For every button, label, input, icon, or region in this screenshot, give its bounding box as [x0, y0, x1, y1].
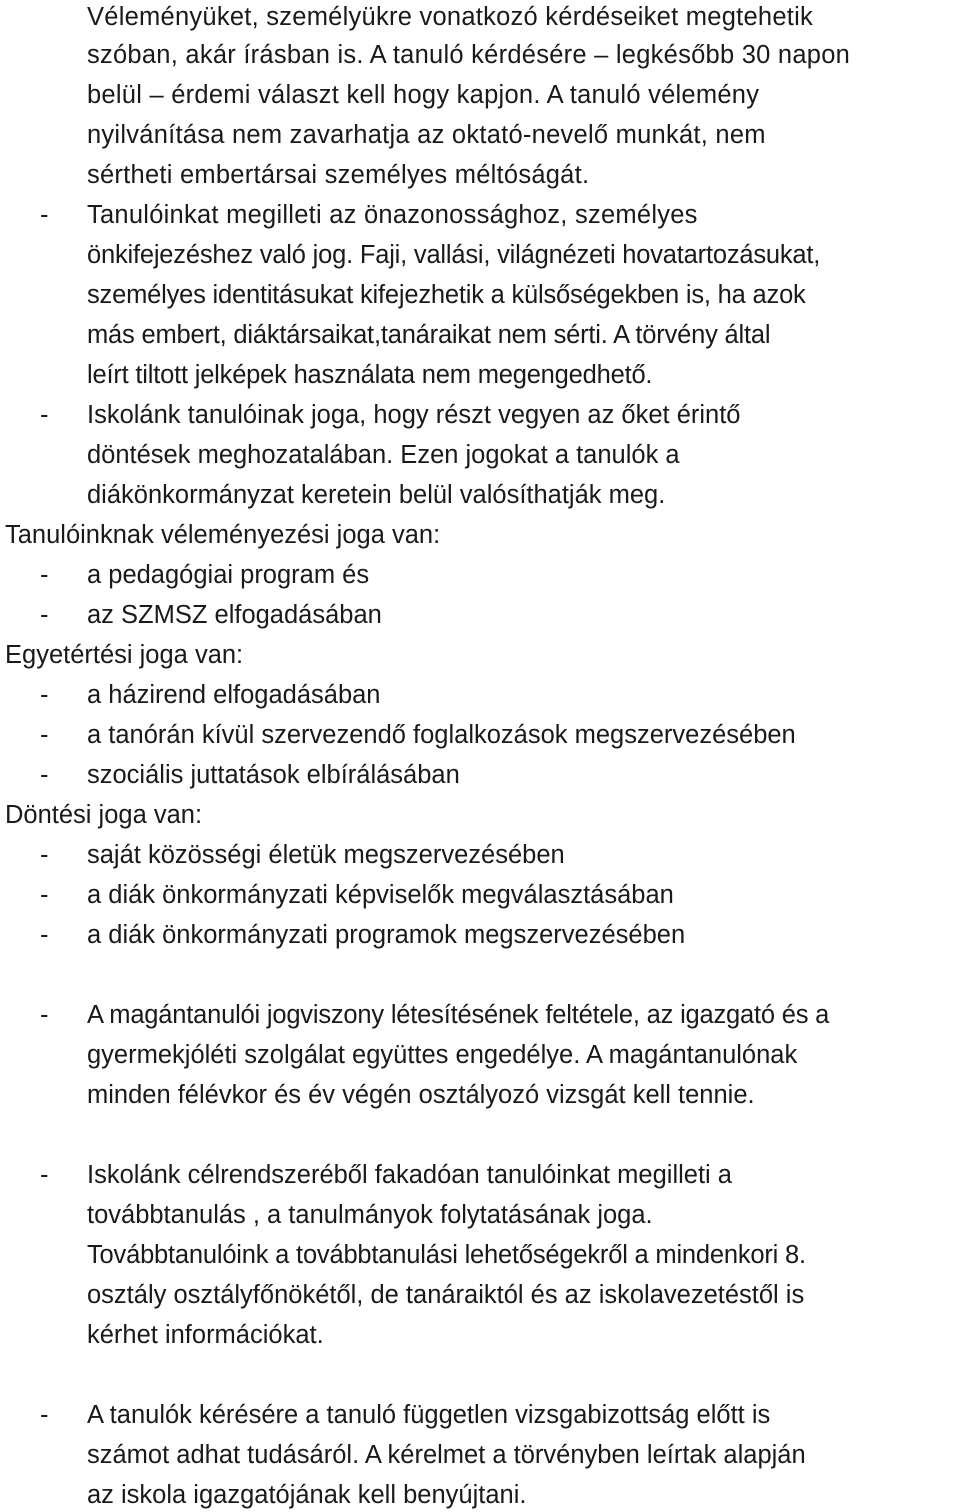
text-line: Véleményüket, személyükre vonatkozó kérdéseiket megtehetik: [87, 3, 814, 31]
list-item: saját közösségi életük megszervezésében: [87, 841, 565, 869]
text-line: sértheti embertársai személyes méltóságát.: [87, 161, 590, 189]
text-line: gyermekjóléti szolgálat együttes engedélye. A magántanulónak: [87, 1041, 798, 1069]
section-heading: Döntési joga van:: [5, 801, 203, 829]
bullet-dash: -: [40, 921, 49, 949]
list-item: az SZMSZ elfogadásában: [87, 601, 382, 629]
list-item: szociális juttatások elbírálásában: [87, 761, 460, 789]
bullet-dash: -: [40, 1401, 49, 1429]
text-line: számot adhat tudásáról. A kérelmet a törvényben leírtak alapján: [87, 1441, 806, 1469]
bullet-dash: -: [40, 1161, 49, 1189]
bullet-dash: -: [40, 401, 49, 429]
bullet-dash: -: [40, 601, 49, 629]
text-line: A magántanulói jogviszony létesítésének feltétele, az igazgató és a: [87, 1001, 830, 1029]
section-heading: Egyetértési joga van:: [5, 641, 244, 669]
bullet-dash: -: [40, 201, 49, 229]
text-line: továbbtanulás , a tanulmányok folytatásának joga.: [87, 1201, 653, 1229]
text-line: belül – érdemi választ kell hogy kapjon. A tanuló vélemény: [87, 81, 760, 109]
bullet-dash: -: [40, 561, 49, 589]
section-heading: Tanulóinknak véleményezési joga van:: [5, 521, 441, 549]
bullet-dash: -: [40, 681, 49, 709]
list-item: a diák önkormányzati képviselők megválasztásában: [87, 881, 674, 909]
list-item: a diák önkormányzati programok megszervezésében: [87, 921, 686, 949]
text-line: személyes identitásukat kifejezhetik a külsőségekben is, ha azok: [87, 281, 806, 309]
text-line: diákönkormányzat keretein belül valósíthatják meg.: [87, 481, 666, 509]
list-item: a tanórán kívül szervezendő foglalkozások megszervezésében: [87, 721, 796, 749]
text-line: Iskolánk célrendszeréből fakadóan tanulóinkat megilleti a: [87, 1161, 732, 1189]
text-line: kérhet információkat.: [87, 1321, 324, 1349]
text-line: más embert, diáktársaikat,tanáraikat nem sérti. A törvény által: [87, 321, 771, 349]
text-line: Iskolánk tanulóinak joga, hogy részt vegyen az őket érintő: [87, 401, 741, 429]
bullet-dash: -: [40, 721, 49, 749]
text-line: leírt tiltott jelképek használata nem megengedhető.: [87, 361, 653, 389]
text-line: A tanulók kérésére a tanuló független vizsgabizottság előtt is: [87, 1401, 771, 1429]
list-item: a pedagógiai program és: [87, 561, 370, 589]
bullet-dash: -: [40, 881, 49, 909]
text-line: osztály osztályfőnökétől, de tanáraiktól és az iskolavezetéstől is: [87, 1281, 805, 1309]
text-line: szóban, akár írásban is. A tanuló kérdésére – legkésőbb 30 napon: [87, 41, 851, 69]
text-line: döntések meghozatalában. Ezen jogokat a tanulók a: [87, 441, 680, 469]
text-line: Továbbtanulóink a továbbtanulási lehetőségekről a mindenkori 8.: [87, 1241, 806, 1269]
text-line: az iskola igazgatójának kell benyújtani.: [87, 1481, 527, 1509]
bullet-dash: -: [40, 761, 49, 789]
bullet-dash: -: [40, 1001, 49, 1029]
text-line: Tanulóinkat megilleti az önazonossághoz, személyes: [87, 201, 698, 229]
text-line: minden félévkor és év végén osztályozó vizsgát kell tennie.: [87, 1081, 755, 1109]
list-item: a házirend elfogadásában: [87, 681, 381, 709]
text-line: önkifejezéshez való jog. Faji, vallási, világnézeti hovatartozásukat,: [87, 241, 821, 269]
bullet-dash: -: [40, 841, 49, 869]
text-line: nyilvánítása nem zavarhatja az oktató-nevelő munkát, nem: [87, 121, 766, 149]
